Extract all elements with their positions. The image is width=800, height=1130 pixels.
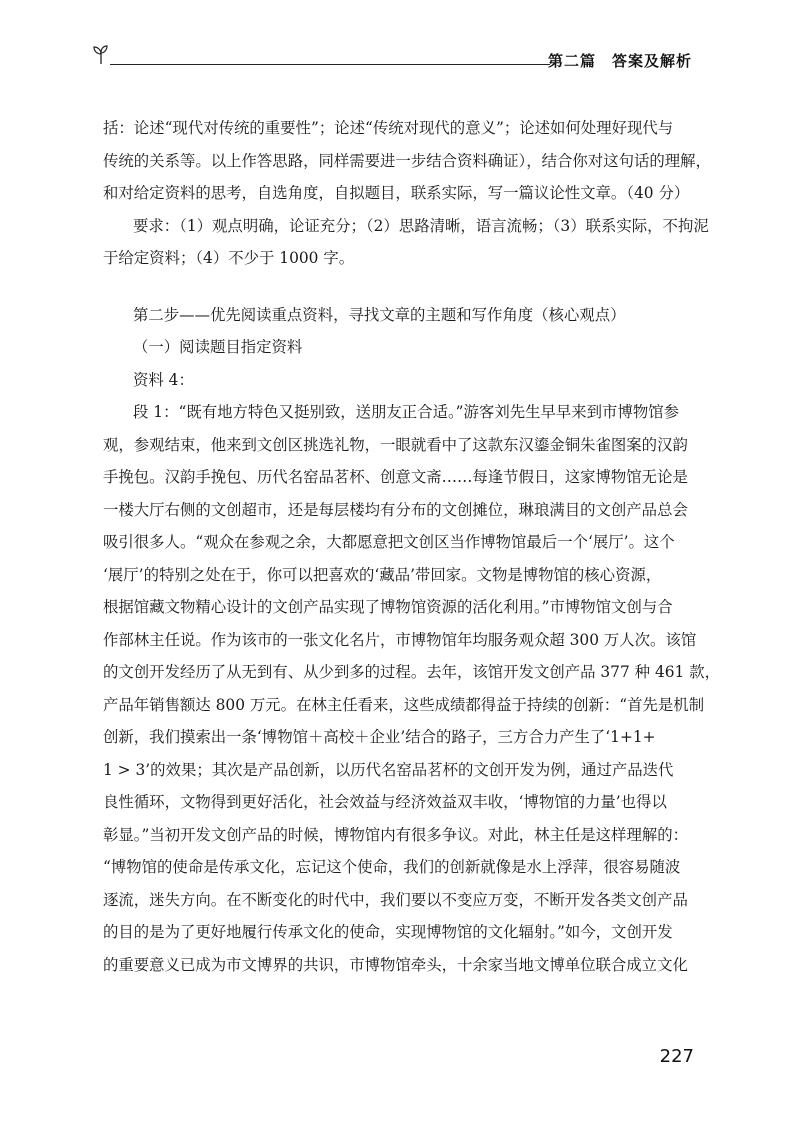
- text-line: 传统的关系等。以上作答思路，同样需要进一步结合资料确证），结合你对这句话的理解，: [103, 151, 711, 170]
- text-line: 于给定资料；（4）不少于 1000 字。: [103, 249, 355, 267]
- text-line: 的目的是为了更好地履行传承文化的使命，实现博物馆的文化辐射。”如今，文创开发: [103, 923, 673, 941]
- text-line: （一）阅读题目指定资料: [133, 338, 303, 356]
- text-line: 1 > 3’的效果；其次是产品创新，以历代名窑品茗杯的文创开发为例，通过产品迭代: [103, 760, 674, 779]
- body-text: [103, 112, 720, 981]
- text-line: 一楼大厅右侧的文创超市，还是每层楼均有分布的文创摊位，琳琅满目的文创产品总会: [103, 500, 688, 519]
- text-line: 括：论述“现代对传统的重要性”；论述“传统对现代的意义”；论述如何处理好现代与: [103, 119, 674, 137]
- page-number: 227: [659, 1046, 694, 1067]
- text-line: ‘展厅’的特别之处在于，你可以把喜欢的‘藏品’带回家。文物是博物馆的核心资源，: [103, 565, 662, 584]
- text-line: 手挽包。汉韵手挽包、历代名窑品茗杯、创意文斋……每逢节假日，这家博物馆无论是: [103, 468, 688, 486]
- text-line: 的文创开发经历了从无到有、从少到多的过程。去年，该馆开发文创产品 377 种 461 款，: [103, 663, 720, 681]
- paragraph-gap: [103, 275, 695, 299]
- text-line: 段 1：“既有地方特色又挺别致，送朋友正合适。”游客刘先生早早来到市博物馆参: [133, 403, 680, 421]
- text-line: 产品年销售额达 800 万元。在林主任看来，这些成绩都得益于持续的创新：“首先是机制: [103, 695, 705, 714]
- text-line: 作部林主任说。作为该市的一张文化名片，市博物馆年均服务观众超 300 万人次。该馆: [103, 630, 697, 649]
- header-title: 第二篇 答案及解析: [547, 52, 692, 70]
- text-line: 的重要意义已成为市文博界的共识，市博物馆牵头，十余家当地文博单位联合成立文化: [103, 955, 688, 974]
- text-line: 创新，我们摸索出一条‘博物馆＋高校＋企业’结合的路子，三方合力产生了‘1+1+: [103, 728, 656, 746]
- text-line: “博物馆的使命是传承文化，忘记这个使命，我们的创新就像是水上浮萍，很容易随波: [103, 858, 681, 876]
- text-line: 观，参观结束，他来到文创区挑选礼物，一眼就看中了这款东汉鎏金铜朱雀图案的汉韵: [103, 435, 688, 454]
- running-header: [88, 48, 700, 72]
- text-line: 良性循环，文物得到更好活化，社会效益与经济效益双丰收，‘博物馆的力量’也得以: [103, 793, 667, 811]
- text-line: 彰显。”当初开发文创产品的时候，博物馆内有很多争议。对此，林主任是这样理解的：: [103, 825, 689, 844]
- text-line: 吸引很多人。“观众在参观之余，大都愿意把文创区当作博物馆最后一个‘展厅’。这个: [103, 533, 675, 551]
- text-line: 和对给定资料的思考，自选角度，自拟题目，联系实际，写一篇议论性文章。（40 分）: [103, 184, 690, 202]
- text-line: 根据馆藏文物精心设计的文创产品实现了博物馆资源的活化利用。”市博物馆文创与合: [103, 598, 673, 616]
- text-line: 要求：（1）观点明确，论证充分；（2）思路清晰，语言流畅；（3）联系实际，不拘泥: [133, 216, 709, 235]
- text-line: 第二步——优先阅读重点资料，寻找文章的主题和写作角度（核心观点）: [133, 305, 626, 324]
- text-line: 逐流，迷失方向。在不断变化的时代中，我们要以不变应万变，不断开发各类文创产品: [103, 890, 688, 909]
- header-rule: [110, 64, 550, 65]
- text-line: 资料 4：: [133, 370, 194, 389]
